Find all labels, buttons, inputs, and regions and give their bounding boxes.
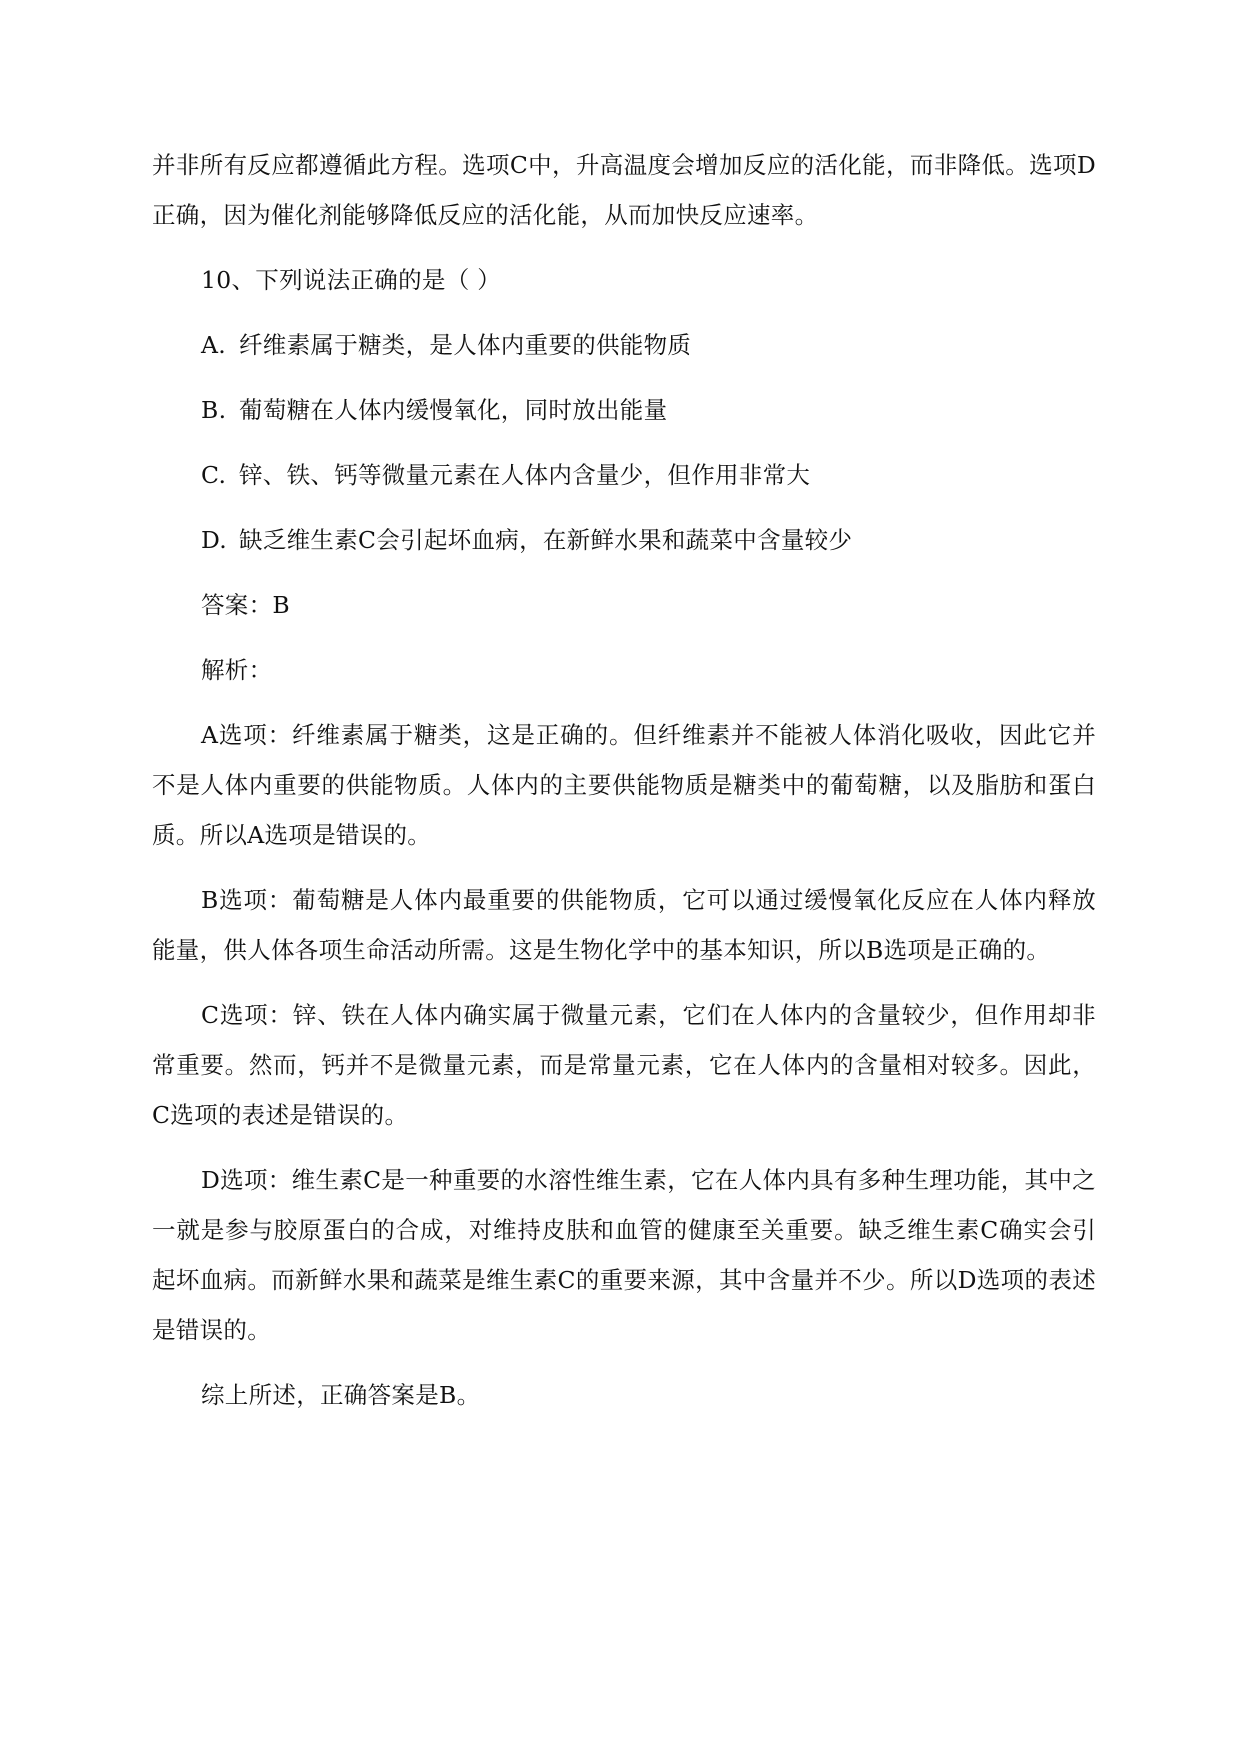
analysis-paragraph-b: B选项：葡萄糖是人体内最重要的供能物质，它可以通过缓慢氧化反应在人体内释放能量，供人体各项生命活动所需。这是生物化学中的基本知识，所以B选项是正确的。 — [152, 886, 1096, 964]
option-c — [152, 450, 1096, 500]
analysis-paragraph-d: D选项：维生素C是一种重要的水溶性维生素，它在人体内具有多种生理功能，其中之一就是参与胶原蛋白的合成，对维持皮肤和血管的健康至关重要。缺乏维生素C确实会引起坏血病。而新鲜水果和蔬菜是维生素C的重要来源，其中含量并不少。所以D选项的表述是错误的。 — [152, 1166, 1096, 1344]
option-a — [152, 320, 1096, 370]
option-d — [152, 515, 1096, 565]
answer-line: 答案：B — [201, 591, 290, 619]
analysis-label: 解析： — [201, 656, 273, 684]
option-text: 葡萄糖在人体内缓慢氧化，同时放出能量 — [239, 396, 668, 424]
option-letter: B. — [201, 396, 227, 424]
question-stem: 10、下列说法正确的是（ ） — [201, 266, 502, 294]
option-text: 锌、铁、钙等微量元素在人体内含量少，但作用非常大 — [239, 461, 811, 489]
option-text: 纤维素属于糖类，是人体内重要的供能物质 — [239, 331, 692, 359]
option-letter: C. — [201, 461, 227, 489]
analysis-paragraph-a: A选项：纤维素属于糖类，这是正确的。但纤维素并不能被人体消化吸收，因此它并不是人体内重要的供能物质。人体内的主要供能物质是糖类中的葡萄糖，以及脂肪和蛋白质。所以A选项是错误的。 — [152, 721, 1096, 849]
option-b — [152, 385, 1096, 435]
previous-analysis-continuation: 并非所有反应都遵循此方程。选项C中，升高温度会增加反应的活化能，而非降低。选项D正确，因为催化剂能够降低反应的活化能，从而加快反应速率。 — [152, 151, 1096, 229]
option-letter: D. — [201, 526, 228, 554]
option-text: 缺乏维生素C会引起坏血病，在新鲜水果和蔬菜中含量较少 — [239, 526, 853, 554]
option-letter: A. — [201, 331, 227, 359]
document-body — [152, 140, 1096, 1435]
analysis-paragraph-c: C选项：锌、铁在人体内确实属于微量元素，它们在人体内的含量较少，但作用却非常重要。然而，钙并不是微量元素，而是常量元素，它在人体内的含量相对较多。因此，C选项的表述是错误的。 — [152, 1001, 1096, 1129]
conclusion: 综上所述，正确答案是B。 — [201, 1381, 481, 1409]
